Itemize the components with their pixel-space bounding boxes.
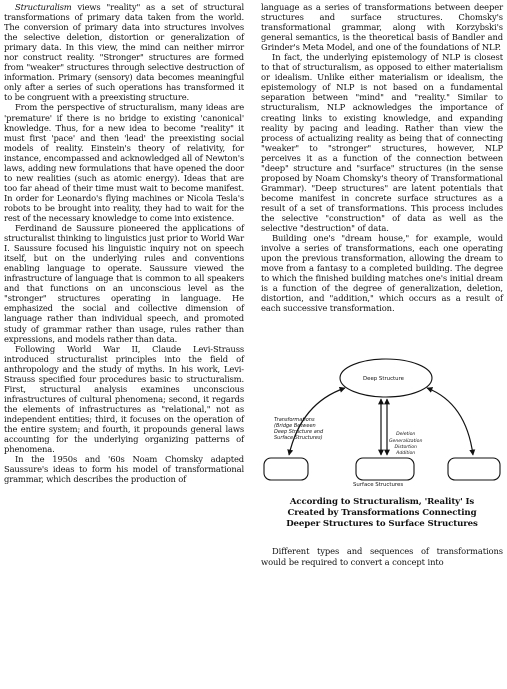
transformations-line: Surface Structures) bbox=[274, 435, 323, 442]
paragraph-dream-house: Building one's "dream house," for example, would involve a series of transformations, each one operating upon the previous transformation, allowing the dream to move from a fantasy to a completed building. The degree to which the finished building matches one's initial dream is a function of the degree of generalization, deletion, distortion, and "addition," which occurs as a result of each successive transformation. bbox=[261, 233, 503, 314]
paragraph-transformational-grammar: language as a series of transformations between deeper structures and surface structures. Chomsky's transformational grammar, along with Korzybski's general semantics, is the theoretical basis of Bandler and Grinder's Meta Model, and one of the foundations of NLP. bbox=[261, 2, 503, 53]
caption-line: According to Structuralism, 'Reality' Is bbox=[289, 497, 475, 508]
paragraph-chomsky: In the 1950s and '60s Noam Chomsky adapted Saussure's ideas to form his model of transformational grammar, which describes the production of bbox=[4, 454, 244, 485]
paragraph-text: views "reality" as a set of structural transformations of primary data taken from the world. The conversion of primary data into structures involves the selective deletion, distortion or generalization of primary data. In this view, the mind can neither mirror nor construct reality. "Stronger" structures are formed from "weaker" structures through selective destruction of information. Primary (sensory) data becomes meaningful only after a series of such operations has transformed it to be congruent with a preexisting structure. bbox=[4, 2, 244, 103]
transformations-line: (Bridge Between bbox=[274, 423, 316, 430]
lead-term: Structuralism bbox=[15, 2, 72, 12]
transformations-label bbox=[274, 417, 323, 441]
right-column bbox=[261, 2, 503, 567]
surface-structures-label: Surface Structures bbox=[353, 482, 404, 489]
surface-structure-box-3 bbox=[448, 458, 500, 480]
deep-structure-label: Deep Structure bbox=[363, 376, 404, 383]
paragraph-nlp-epistemology: In fact, the underlying epistemology of NLP is closest to that of structuralism, as opposed to either materialism or idealism. Unlike either materialism or idealism, the epistemology of NLP is not based on a fundamental separation between "mind" and "reality." Similar to structuralism, NLP acknowledges the importance of creating links to existing knowledge, and expanding reality by pacing and leading. Rather than view the process of actualizing reality as being that of connecting "weaker" to "stronger" structures, however, NLP perceives it as a function of the connection between "deep" structure and "surface" structures (in the sense proposed by Noam Chomsky's theory of Transformational Grammar). "Deep structures" are latent potentials that become manifest in concrete surface structures as a result of a set of transformations. This process includes the selective "construction" of data as well as the selective "destruction" of data. bbox=[261, 52, 503, 234]
caption-line: Deeper Structures to Surface Structures bbox=[286, 519, 478, 530]
operation-generalization: Generalization bbox=[389, 438, 423, 444]
paragraph-structuralism-intro bbox=[4, 2, 244, 102]
surface-structure-box-2 bbox=[356, 458, 414, 480]
transformations-line: Deep Structure and bbox=[274, 429, 324, 436]
surface-structure-box-1 bbox=[264, 458, 308, 480]
paragraph-saussure: Ferdinand de Saussure pioneered the applications of structuralist thinking to linguistics just prior to World War I. Saussure focused his linguistic inquiry not on speech itself, but on the underlying rules and conventions enabling language to operate. Saussure viewed the infrastructure of language that is common to all speakers and that functions on an unconscious level as the "stronger" structures operating in language. He emphasized the social and collective dimension of language rather than individual speech, and promoted study of grammar rather than usage, rules rather than expressions, and models rather than data. bbox=[4, 223, 244, 344]
paragraph-levi-strauss: Following World War II, Claude Levi-Strauss introduced structuralist principles into the field of anthropology and the study of myths. In his work, Levi-Strauss specified four procedures basic to structuralism. First, structural analysis examines unconscious infrastructures of cultural phenomena; second, it regards the elements of infrastructures as "relational," not as independent entities; third, it focuses on the operation of the entire system; and fourth, it propounds general laws accounting for the underlying organizing patterns of phenomena. bbox=[4, 343, 244, 455]
operation-addition: Addition bbox=[396, 451, 416, 457]
operation-deletion: Deletion bbox=[396, 432, 416, 438]
caption-line: Created by Transformations Connecting bbox=[287, 508, 477, 519]
left-column bbox=[4, 2, 244, 484]
operations-label bbox=[389, 432, 422, 457]
transformations-line: Transformations bbox=[274, 417, 315, 424]
paragraph-premature-ideas: From the perspective of structuralism, many ideas are 'premature' if there is no bridge to existing 'canonical' knowledge. Thus, for a new idea to become "reality" it must first 'pace' and then 'lead' the preexisting social models of reality. Einstein's theory of relativity, for instance, encompassed and acknowledged all of Newton's laws, adding new formulations that have opened the door to new realities (such as atomic energy). Ideas that are too far ahead of their time must wait to become manifest. In order for Leonardo's flying machines or Nicola Tesla's robots to be brought into reality, they had to wait for the rest of the necessary knowledge to come into existence. bbox=[4, 102, 244, 223]
structure-diagram bbox=[261, 351, 503, 489]
operation-distortion: Distortion bbox=[394, 444, 417, 450]
figure-caption bbox=[261, 497, 503, 530]
arrow-to-right-surface bbox=[427, 388, 473, 455]
paragraph-transformations-sequence: Different types and sequences of transformations would be required to convert a concept into bbox=[261, 546, 503, 567]
